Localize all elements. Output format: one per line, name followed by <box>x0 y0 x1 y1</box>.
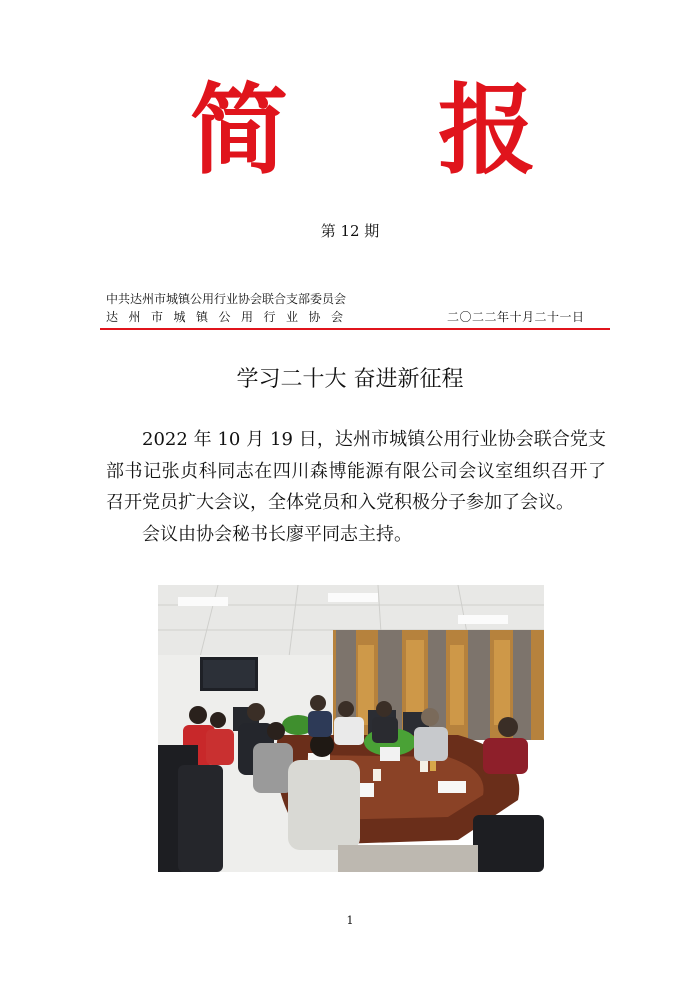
article-title: 学习二十大 奋进新征程 <box>236 367 464 392</box>
title-char-bao: 报 <box>438 74 537 188</box>
red-divider <box>100 328 610 330</box>
paragraph-1: 2022 年 10 月 19 日，达州市城镇公用行业协会联合党支部书记张贞科同志在四川森博能源有限公司会议室组织召开了召开党员扩大会议，全体党员和入党积极分子参加了会议。 <box>106 429 606 513</box>
association-name: 达州市城镇公用行业协会 <box>106 310 354 324</box>
title-char-jian: 简 <box>190 74 289 188</box>
issue-number: 第 12 期 <box>320 222 380 240</box>
party-committee-name: 中共达州市城镇公用行业协会联合支部委员会 <box>106 292 347 306</box>
article-body <box>106 424 606 550</box>
paragraph-2: 会议由协会秘书长廖平同志主持。 <box>142 523 412 545</box>
issue-date: 二〇二二年十月二十一日 <box>447 310 585 324</box>
meeting-photo <box>158 585 544 872</box>
page-number: 1 <box>346 914 354 927</box>
